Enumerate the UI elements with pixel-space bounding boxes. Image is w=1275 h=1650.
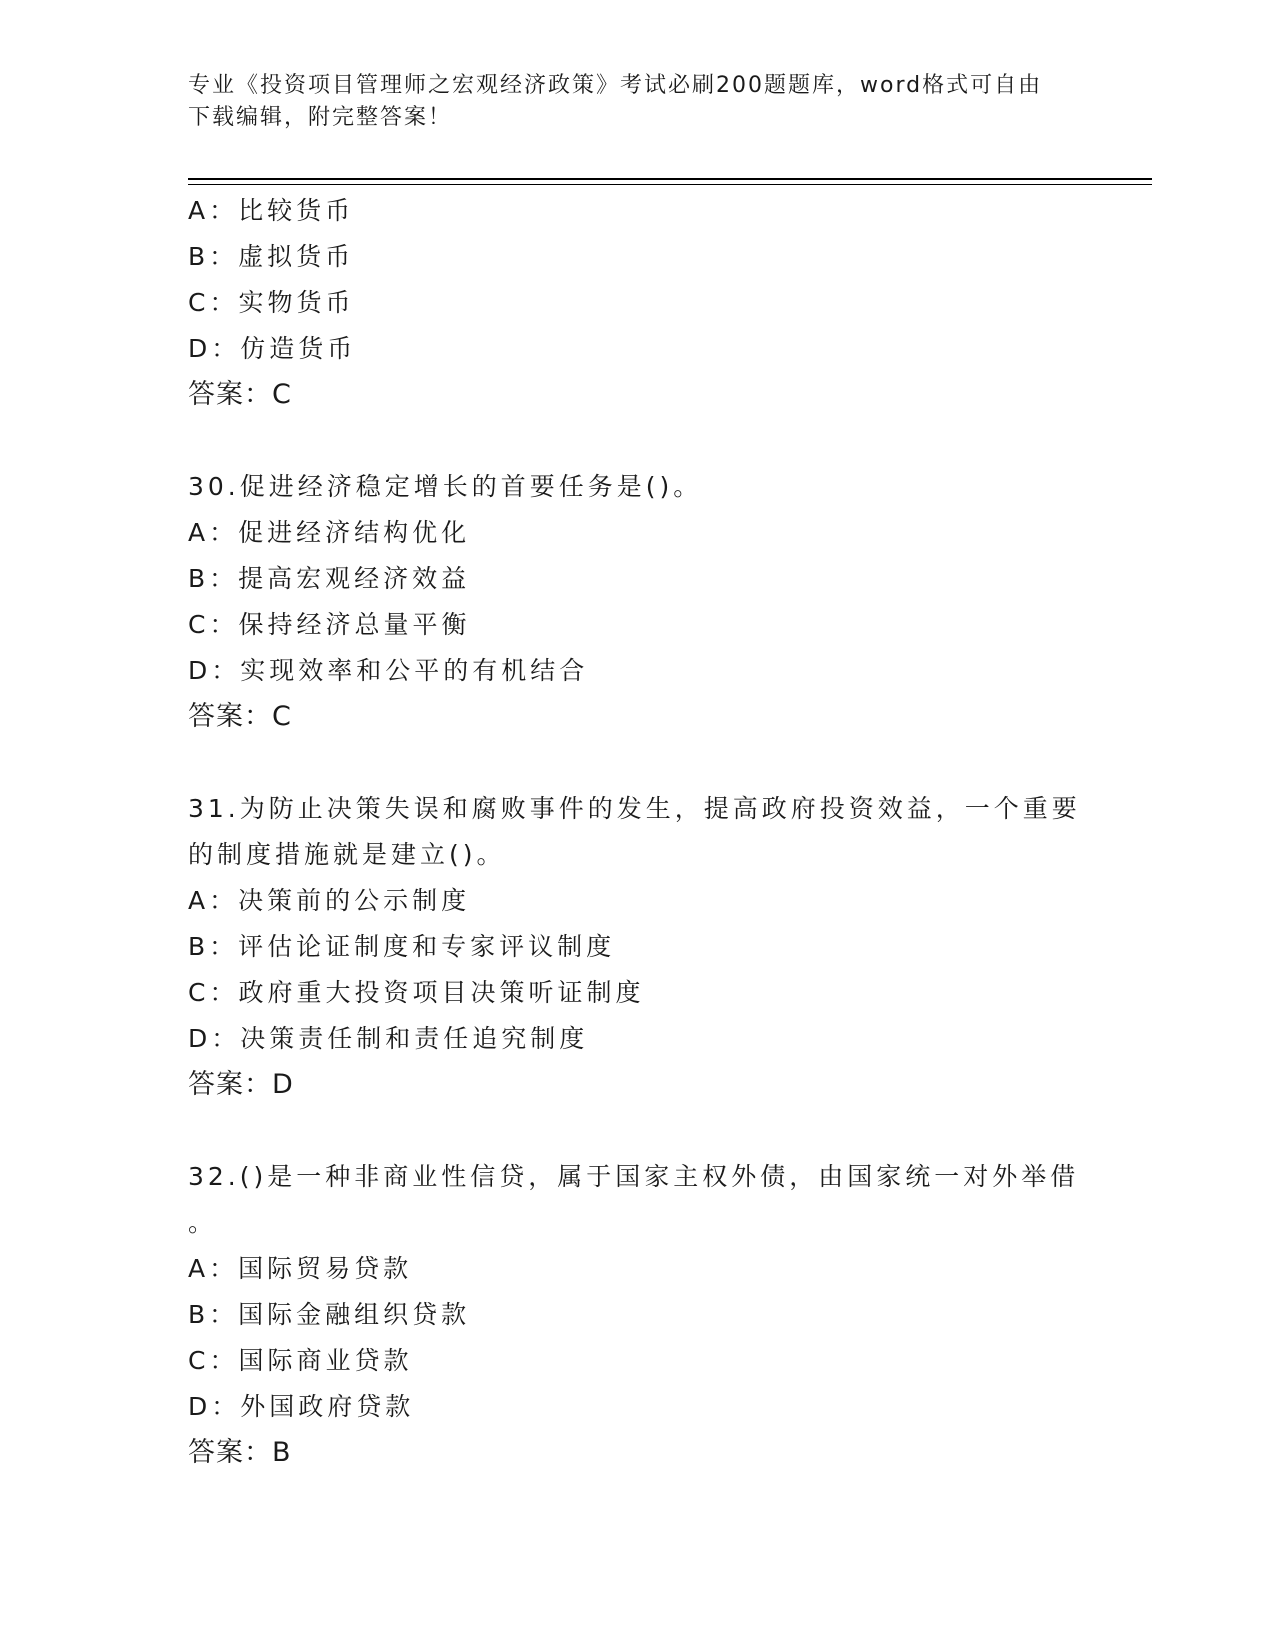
option-d: D：实现效率和公平的有机结合 — [188, 656, 589, 685]
option-d: D：仿造货币 — [188, 334, 357, 363]
question-text: 30.促进经济稳定增长的首要任务是()。 — [188, 472, 703, 501]
option-c: C：政府重大投资项目决策听证制度 — [188, 978, 645, 1007]
option-d: D：外国政府贷款 — [188, 1392, 415, 1421]
question-29 — [188, 188, 1088, 418]
header-line-2: 下载编辑，附完整答案！ — [188, 105, 453, 130]
question-32 — [188, 1154, 1088, 1476]
option-b: B：评估论证制度和专家评议制度 — [188, 932, 616, 961]
option-c: C：国际商业贷款 — [188, 1346, 413, 1375]
answer: 答案：D — [188, 1069, 294, 1100]
option-a: A：比较货币 — [188, 196, 355, 225]
answer: 答案：B — [188, 1437, 292, 1468]
option-a: A：决策前的公示制度 — [188, 886, 471, 915]
option-c: C：实物货币 — [188, 288, 355, 317]
option-a: A：国际贸易贷款 — [188, 1254, 413, 1283]
header-divider — [188, 178, 1152, 180]
question-text-line-2: 。 — [188, 1208, 218, 1237]
option-b: B：虚拟货币 — [188, 242, 355, 271]
option-d: D：决策责任制和责任追究制度 — [188, 1024, 589, 1053]
spacer — [188, 740, 1088, 786]
question-text-line-2: 的制度措施就是建立()。 — [188, 840, 506, 869]
answer: 答案：C — [188, 701, 292, 732]
answer: 答案：C — [188, 379, 292, 410]
document-header — [188, 70, 1068, 134]
option-b: B：国际金融组织贷款 — [188, 1300, 471, 1329]
header-divider-thin — [188, 184, 1152, 185]
spacer — [188, 418, 1088, 464]
option-b: B：提高宏观经济效益 — [188, 564, 471, 593]
option-c: C：保持经济总量平衡 — [188, 610, 471, 639]
header-line-1: 专业《投资项目管理师之宏观经济政策》考试必刷200题题库，word格式可自由 — [188, 73, 1043, 98]
question-31 — [188, 786, 1088, 1108]
question-list — [188, 188, 1088, 1476]
option-a: A：促进经济结构优化 — [188, 518, 471, 547]
spacer — [188, 1108, 1088, 1154]
question-text-line-1: 32.()是一种非商业性信贷，属于国家主权外债，由国家统一对外举借 — [188, 1162, 1080, 1191]
question-30 — [188, 464, 1088, 740]
question-text-line-1: 31.为防止决策失误和腐败事件的发生，提高政府投资效益，一个重要 — [188, 794, 1081, 823]
